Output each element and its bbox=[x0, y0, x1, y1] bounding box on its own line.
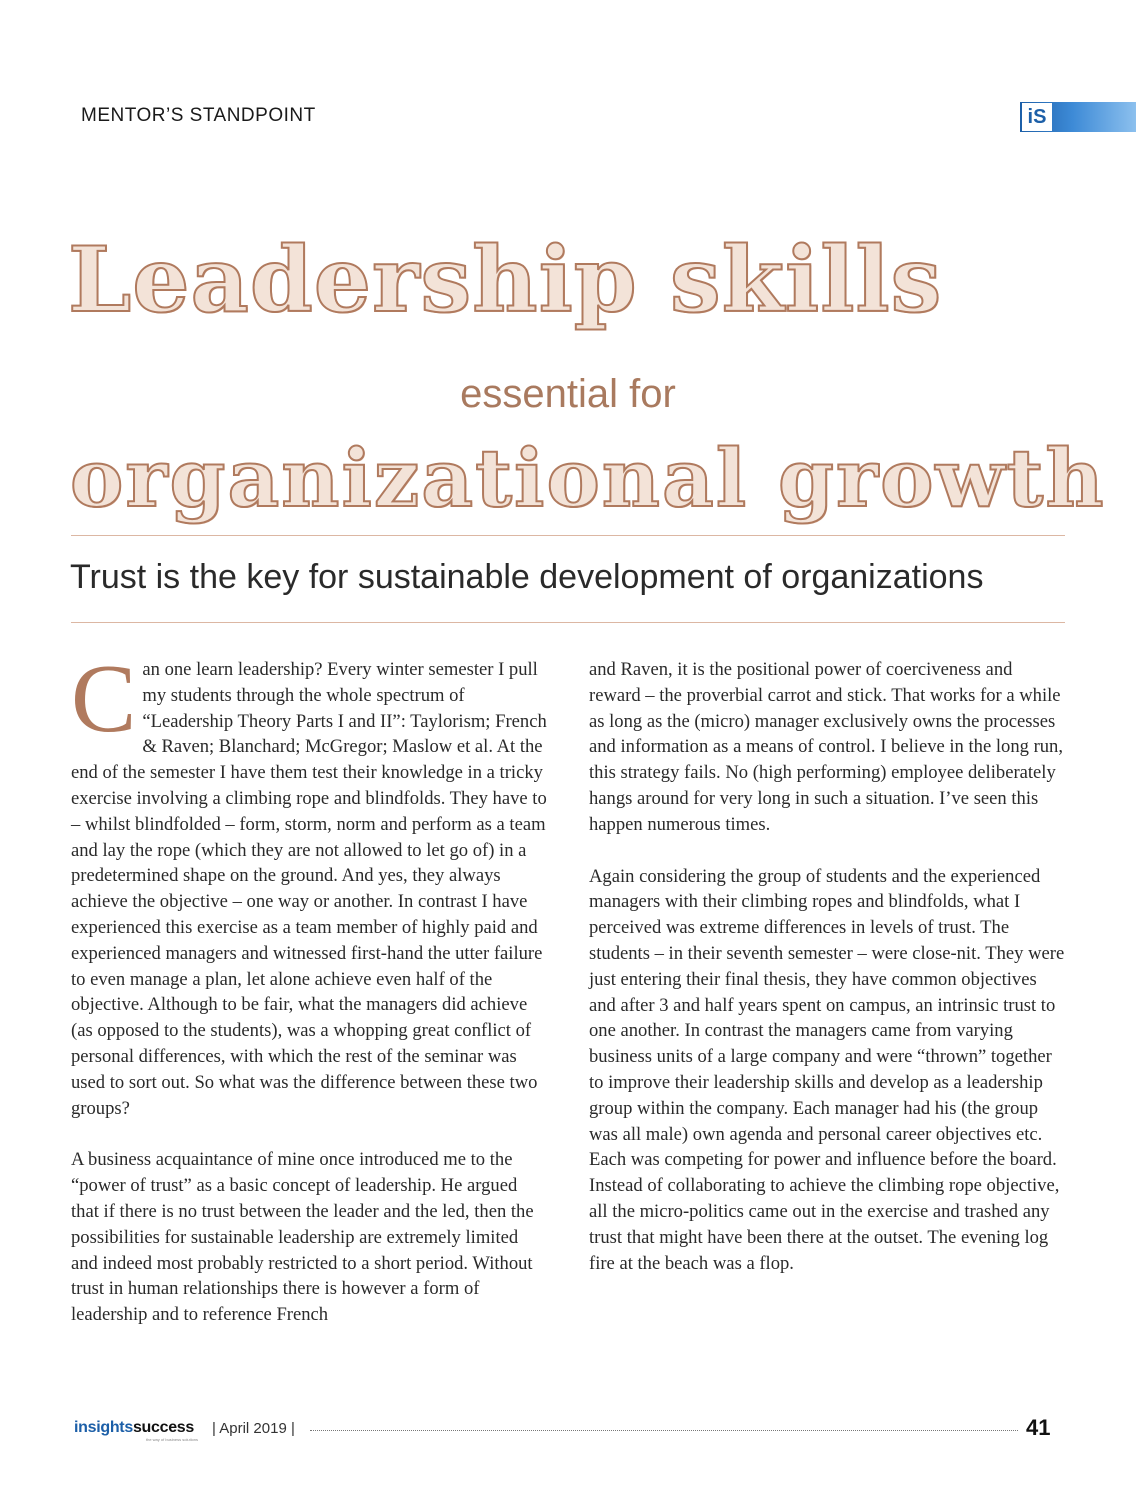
paragraph-text: an one learn leadership? Every winter semester I pull my students through the whole spectrum of “Leadership Theory Parts I and II”: Taylorism; French & Raven; Blanchard; McGregor; Maslow et al. At the end of the semester I have them test their knowledge in a tricky exercise involving a climbing rope and blindfolds. They have to – whilst blindfolded – form, storm, norm and perform as a team and lay the rope (which they are not allowed to let go of) in a predetermined shape on the ground. And yes, they always achieve the objective – one way or another. In contrast I have experienced this exercise as a team member of highly paid and experienced managers and witnessed first-hand the utter failure to even manage a plan, let alone achieve even half of the objective. Although to be fair, what the managers did achieve (as opposed to the students), was a whopping great conflict of personal differences, with which the rest of the seminar was used to sort out. So what was the difference between these two groups? bbox=[71, 659, 547, 1119]
brand-logo bbox=[74, 1419, 194, 1437]
article-title-line-3: organizational growth bbox=[70, 431, 1106, 525]
brand-insights: insights bbox=[74, 1419, 133, 1436]
page-footer bbox=[0, 1413, 1136, 1447]
paragraph: A business acquaintance of mine once introduced me to the “power of trust” as a basic concept of leadership. He argued that if there is no trust between the leader and the led, then the possibilities for sustainable leadership are extremely limited and indeed most probably restricted to a short period. Without trust in human relationships there is however a form of leadership and to reference French bbox=[71, 1149, 534, 1326]
article-title-line-1: Leadership skills bbox=[68, 227, 943, 333]
page-number: 41 bbox=[1026, 1415, 1051, 1440]
article-title-line-2: essential for bbox=[460, 372, 676, 416]
section-label: MENTOR’S STANDPOINT bbox=[81, 105, 316, 126]
divider-top bbox=[71, 535, 1065, 536]
brand-success: success bbox=[132, 1419, 195, 1436]
magazine-logo-icon: iS bbox=[1022, 103, 1052, 131]
article-subtitle: Trust is the key for sustainable development of organizations bbox=[70, 558, 984, 596]
paragraph bbox=[71, 645, 549, 1121]
article-column-right bbox=[589, 657, 1067, 1302]
article-column-left bbox=[71, 645, 549, 1354]
drop-cap: C bbox=[71, 645, 137, 753]
brand-tagline: the way of business solutions bbox=[146, 1437, 199, 1442]
divider-bottom bbox=[71, 622, 1065, 623]
paragraph: and Raven, it is the positional power of coerciveness and reward – the proverbial carrot and stick. That works for a while as long as the (micro) manager exclusively owns the processes and information as a means of control. I believe in the long run, this strategy fails. No (high performing) employee deliberately hangs around for very long in such a situation. I’ve seen this happen numerous times. bbox=[589, 659, 1064, 835]
issue-date: | April 2019 | bbox=[212, 1420, 295, 1437]
footer-dotted-rule bbox=[310, 1430, 1018, 1431]
paragraph: Again considering the group of students and the experienced managers with their climbing ropes and blindfolds, what I perceived was extreme differences in levels of trust. The students – in their seventh semester – were close-nit. They were just entering their final thesis, they have common objectives and after 3 and half years spent on campus, an intrinsic trust to one another. In contrast the managers came from varying business units of a large company and were “thrown” together to improve their leadership skills and develop as a leadership group within the company. Each manager had his (the group was all male) own agenda and personal career objectives etc. Each was competing for power and influence before the board. Instead of collaborating to achieve the climbing rope objective, all the micro-politics came out in the exercise and trashed any trust that might have been there at the outset. The evening log fire at the beach was a flop. bbox=[589, 865, 1065, 1274]
